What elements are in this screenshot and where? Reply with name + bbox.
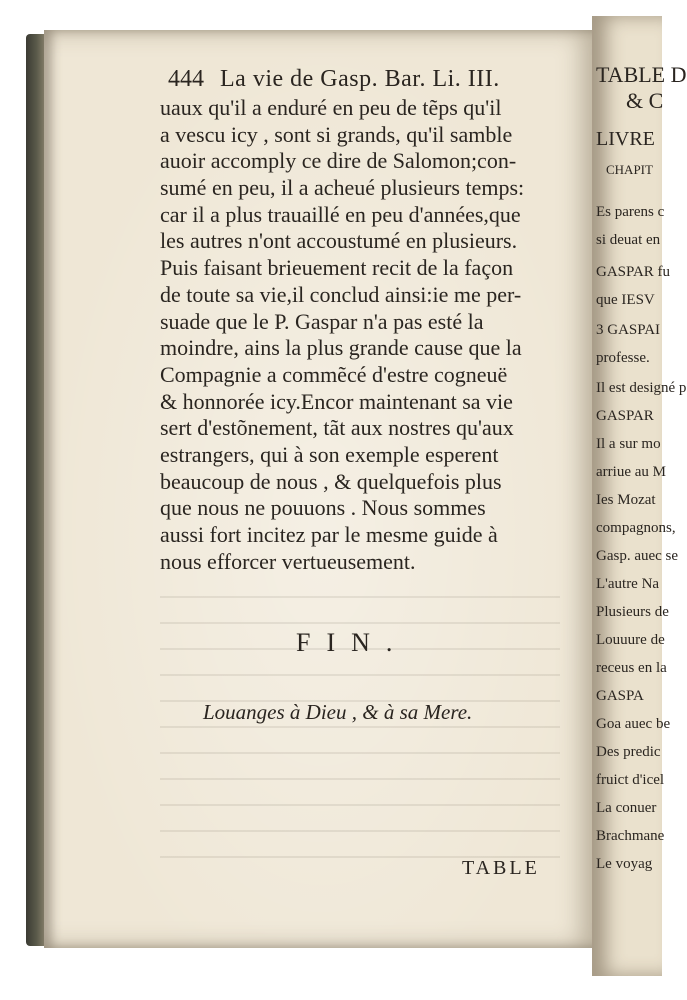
right-line: professe. <box>596 350 650 366</box>
body-line: uaux qu'il a enduré en peu de tẽps qu'il <box>160 95 502 120</box>
page-header <box>168 66 500 93</box>
right-line: GASPAR <box>596 408 654 424</box>
right-line: compagnons, <box>596 520 676 536</box>
right-line: que IESV <box>596 292 655 308</box>
body-line: car il a plus trauaillé en peu d'années,que <box>160 201 521 227</box>
right-title-line: & C <box>626 88 664 113</box>
right-line: 3 GASPAI <box>596 322 661 338</box>
right-page-title <box>596 62 687 114</box>
right-line: receus en la <box>596 660 667 676</box>
right-line: GASPA <box>596 688 644 704</box>
right-line: La conuer <box>596 800 657 816</box>
catchword: TABLE <box>462 857 540 879</box>
closing-dedication: Louanges à Dieu , & à sa Mere. <box>203 700 473 724</box>
right-line: Goa auec be <box>596 716 671 732</box>
right-line: LIVRE <box>596 128 655 150</box>
body-line: Compagnie a commẽcé d'estre cogneuë <box>160 361 508 387</box>
right-line: Louuure de <box>596 632 665 648</box>
body-line: nous efforcer vertueusement. <box>160 548 416 574</box>
body-line: moindre, ains la plus grande cause que la <box>160 335 522 361</box>
right-line: Plusieurs de <box>596 604 669 620</box>
body-line: sumé en peu, il a acheué plusieurs temps: <box>160 175 525 201</box>
page-number: 444 <box>168 66 204 92</box>
right-line: L'autre Na <box>596 576 660 592</box>
body-line: de toute sa vie,il conclud ainsi:ie me per- <box>160 281 522 307</box>
right-title-line: TABLE D <box>596 62 687 87</box>
right-line: Es parens c <box>596 204 665 220</box>
body-line: les autres n'ont accoustumé en plusieurs. <box>160 228 518 254</box>
right-line: fruict d'icel <box>596 772 665 788</box>
body-line: estrangers, qui à son exemple esperent <box>160 441 499 467</box>
right-line: arriue au M <box>596 464 666 480</box>
running-title: La vie de Gasp. Bar. Li. III. <box>220 66 500 92</box>
body-text <box>160 95 524 575</box>
body-line: auoir accomply ce dire de Salomon;con- <box>160 148 517 174</box>
right-line: GASPAR fu <box>596 264 671 280</box>
body-line: a vescu icy , sont si grands, qu'il samble <box>160 121 513 147</box>
body-line: & honnorée icy.Encor maintenant sa vie <box>160 388 513 414</box>
right-line: CHAPIT <box>606 162 653 177</box>
body-line: suade que le P. Gaspar n'a pas esté la <box>160 308 484 334</box>
body-line: aussi fort incitez par le mesme guide à <box>160 522 498 547</box>
body-line: que nous ne pouuons . Nous sommes <box>160 495 486 521</box>
show-through-text <box>160 578 560 878</box>
right-line: Il a sur mo <box>596 436 661 452</box>
right-line: Gasp. auec se <box>596 548 679 564</box>
right-line: Brachmane <box>596 828 665 844</box>
right-line: si deuat en <box>596 232 661 248</box>
right-line: Il est designé p <box>596 380 687 396</box>
body-line: beaucoup de nous , & quelquefois plus <box>160 468 502 494</box>
fin-heading: FIN. <box>296 628 409 657</box>
right-line: Des predic <box>596 744 661 760</box>
body-line: Puis faisant brieuement recit de la façon <box>160 255 514 281</box>
right-line: Ies Mozat <box>596 492 656 508</box>
body-line: sert d'estõnement, tãt aux nostres qu'aux <box>160 415 514 441</box>
right-line: Le voyag <box>596 856 653 872</box>
